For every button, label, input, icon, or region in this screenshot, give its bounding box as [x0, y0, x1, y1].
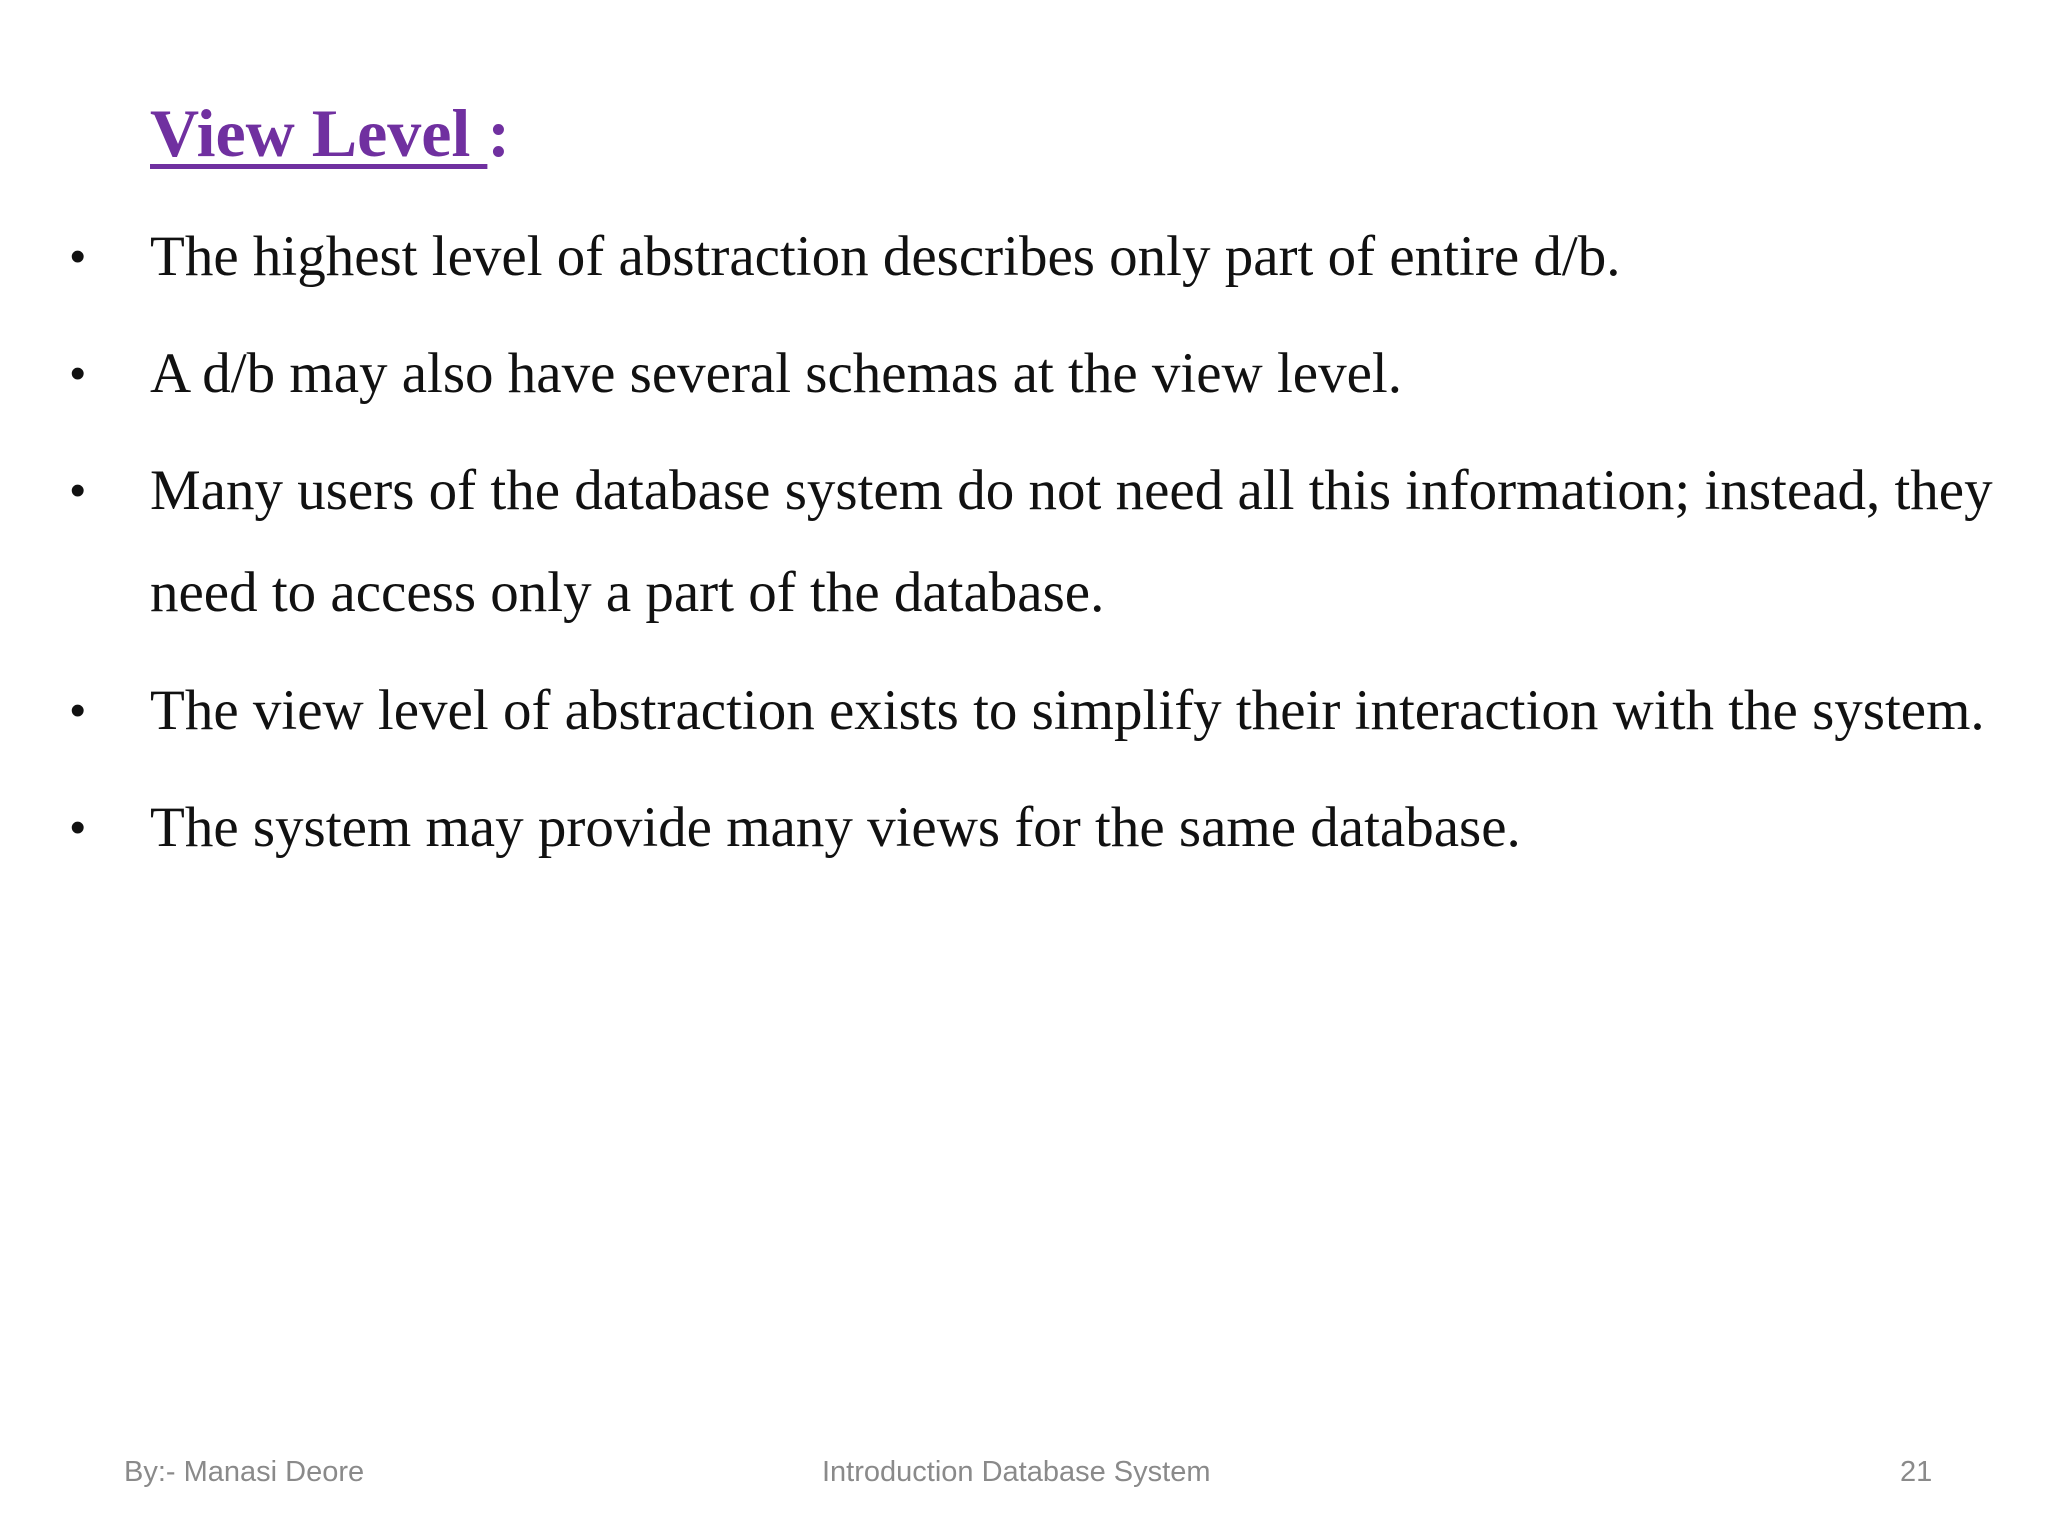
footer-course-title: Introduction Database System: [822, 1456, 1211, 1488]
bullet-text: [150, 440, 2010, 644]
slide-number: 21: [1900, 1456, 1933, 1488]
bullet-marker: •: [70, 349, 86, 398]
bullet-text: [150, 660, 2010, 762]
bullet-line: The highest level of abstraction describes only part of entire d/b.: [150, 225, 1621, 288]
footer-author: By:- Manasi Deore: [124, 1456, 365, 1488]
bullet-line: A d/b may also have several schemas at the view level.: [150, 342, 1402, 405]
bullet-text: [150, 323, 2010, 425]
bullet-text: [150, 777, 2010, 879]
bullet-line: Many users of the database system do not need all this information; instead, they: [150, 459, 1993, 522]
bullet-marker: •: [70, 686, 86, 735]
bullet-line: The view level of abstraction exists to simplify their interaction with the system.: [150, 679, 1985, 742]
bullet-text: [150, 206, 2010, 308]
slide-title-text: View Level: [150, 95, 488, 171]
bullet-marker: •: [70, 466, 86, 515]
bullet-marker: •: [70, 803, 86, 852]
bullet-line: need to access only a part of the database.: [150, 561, 1105, 624]
bullet-line: The system may provide many views for the same database.: [150, 796, 1521, 859]
slide-title-colon: :: [487, 95, 511, 171]
slide-title: [150, 88, 510, 178]
bullet-marker: •: [70, 232, 86, 281]
